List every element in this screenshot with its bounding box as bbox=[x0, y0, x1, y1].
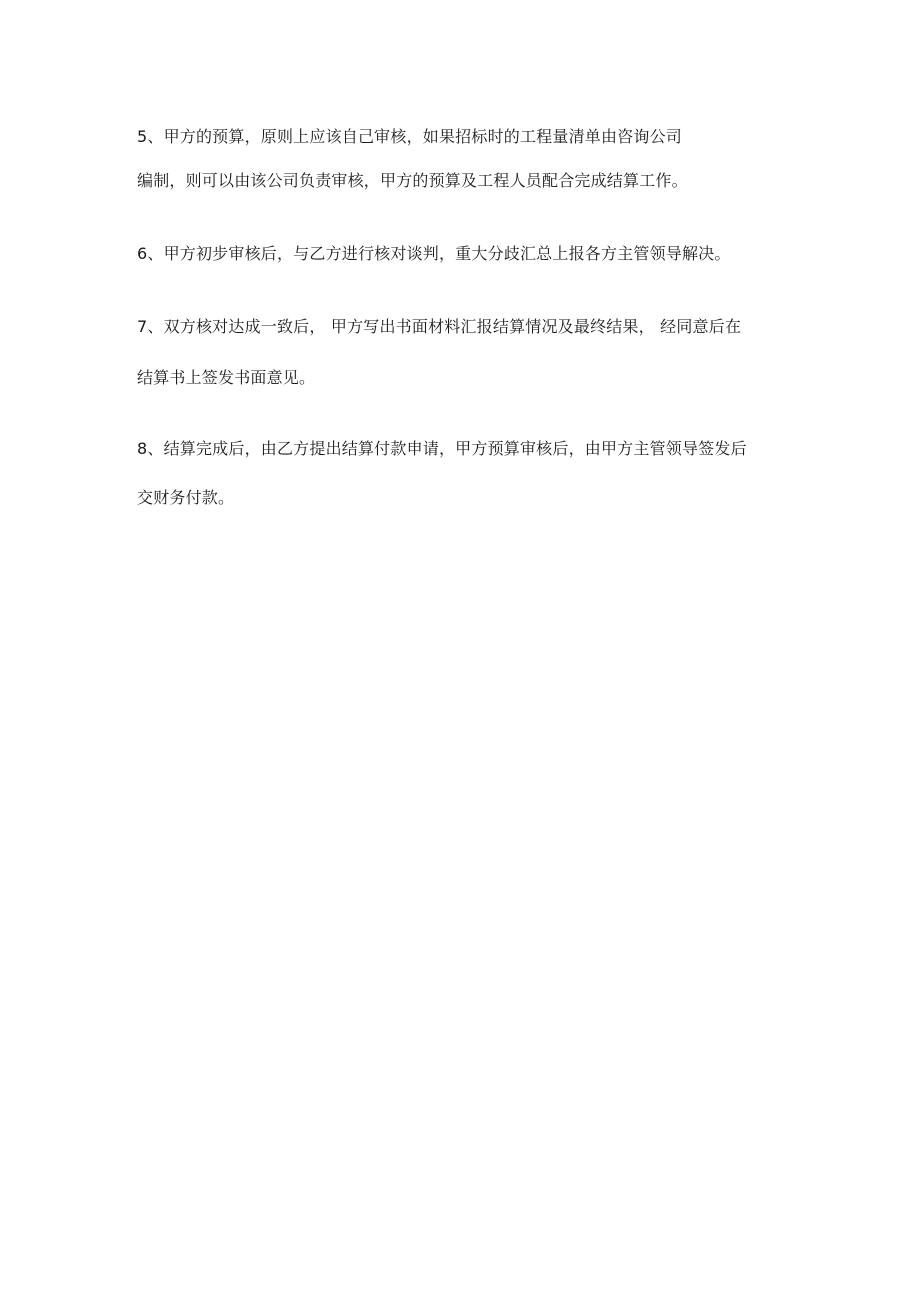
item-7-line-1: 7、双方核对达成一致后， 甲方写出书面材料汇报结算情况及最终结果， 经同意后在 bbox=[137, 317, 742, 336]
item-8-line-1: 8、结算完成后，由乙方提出结算付款申请，甲方预算审核后，由甲方主管领导签发后 bbox=[137, 439, 747, 458]
item-8-line-2: 交财务付款。 bbox=[137, 488, 235, 507]
item-5-line-2: 编制，则可以由该公司负责审核，甲方的预算及工程人员配合完成结算工作。 bbox=[137, 171, 688, 190]
item-7-line-2: 结算书上签发书面意见。 bbox=[137, 368, 316, 387]
item-6-line-1: 6、甲方初步审核后，与乙方进行核对谈判，重大分歧汇总上报各方主管领导解决。 bbox=[137, 244, 731, 263]
item-5-line-1: 5、甲方的预算，原则上应该自己审核，如果招标时的工程量清单由咨询公司 bbox=[137, 127, 682, 146]
